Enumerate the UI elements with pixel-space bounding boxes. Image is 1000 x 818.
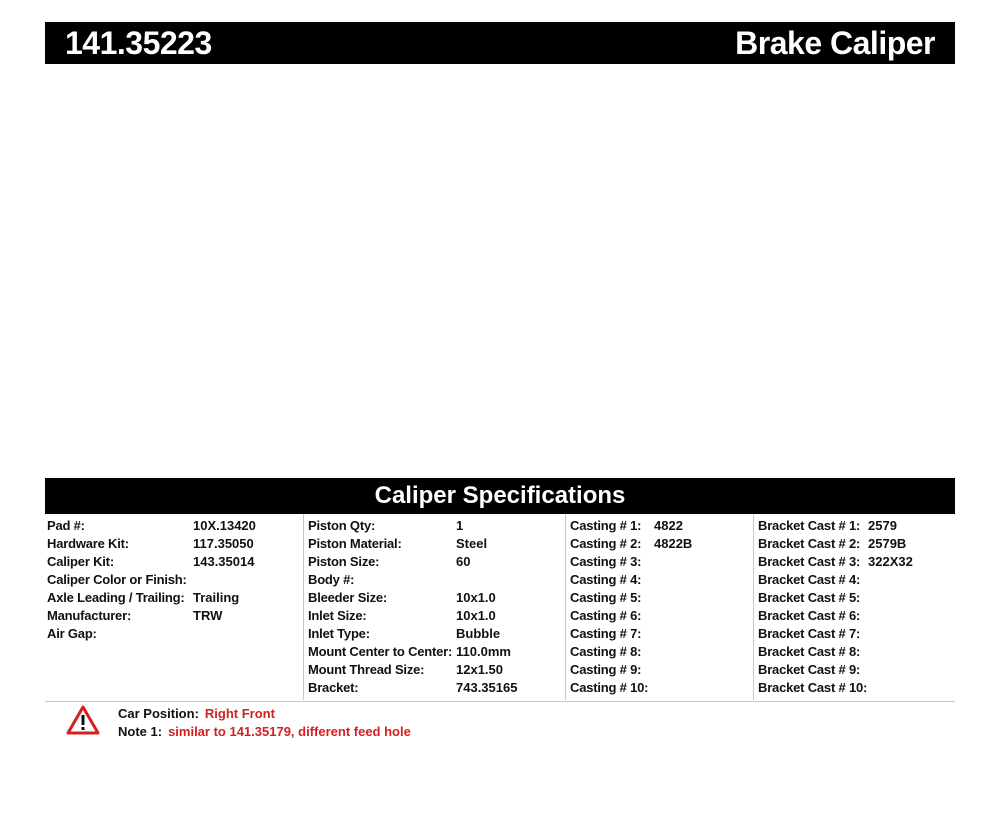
spec-row [566, 679, 753, 697]
spec-row [754, 607, 955, 625]
spec-label: Piston Size: [308, 554, 380, 569]
spec-label: Casting # 5: [570, 590, 642, 605]
spec-label: Bracket Cast # 7: [758, 626, 861, 641]
spec-value: 2579B [868, 536, 907, 551]
spec-label: Bracket Cast # 4: [758, 572, 861, 587]
spec-row [304, 679, 565, 697]
spec-value: 110.0mm [456, 644, 511, 659]
spec-label: Manufacturer: [47, 608, 132, 623]
spec-label: Bracket Cast # 8: [758, 644, 861, 659]
spec-label: Casting # 3: [570, 554, 642, 569]
spec-value: 10X.13420 [193, 518, 256, 533]
spec-label: Bracket Cast # 9: [758, 662, 861, 677]
spec-label: Bracket: [308, 680, 359, 695]
spec-row [304, 535, 565, 553]
specs-column-casting [565, 514, 753, 700]
spec-value: 1 [456, 518, 464, 533]
warning-triangle-icon [66, 705, 100, 735]
spec-value: 12x1.50 [456, 662, 503, 677]
spec-value: Steel [456, 536, 488, 551]
spec-label: Air Gap: [47, 626, 97, 641]
part-number: 141.35223 [65, 24, 212, 61]
spec-label: Body #: [308, 572, 355, 587]
spec-row [45, 571, 303, 589]
spec-value: Trailing [193, 590, 240, 605]
specs-grid [45, 514, 955, 700]
spec-row [304, 571, 565, 589]
spec-row [45, 535, 303, 553]
spec-row [566, 625, 753, 643]
spec-row [566, 517, 753, 535]
spec-label: Casting # 2: [570, 536, 642, 551]
spec-row [754, 625, 955, 643]
note-1-line [118, 723, 411, 741]
spec-value: 322X32 [868, 554, 913, 569]
title-bar [45, 22, 955, 64]
spec-row [566, 535, 753, 553]
spec-label: Casting # 10: [570, 680, 649, 695]
spec-row [45, 517, 303, 535]
specs-column-general [45, 514, 303, 700]
spec-value: 2579 [868, 518, 897, 533]
spec-row [566, 607, 753, 625]
spec-label: Axle Leading / Trailing: [47, 590, 185, 605]
spec-row [754, 553, 955, 571]
spec-label: Bracket Cast # 6: [758, 608, 861, 623]
car-position-label: Car Position: [118, 706, 199, 721]
car-position-line [118, 705, 275, 723]
spec-row [304, 553, 565, 571]
spec-row [754, 661, 955, 679]
spec-value: 4822B [654, 536, 693, 551]
spec-value: 117.35050 [193, 536, 254, 551]
spec-label: Bracket Cast # 2: [758, 536, 861, 551]
specs-title: Caliper Specifications [374, 482, 626, 509]
spec-label: Caliper Color or Finish: [47, 572, 187, 587]
spec-row [754, 571, 955, 589]
spec-label: Bracket Cast # 5: [758, 590, 861, 605]
spec-value: 10x1.0 [456, 608, 496, 623]
spec-row [566, 589, 753, 607]
note-1-value: similar to 141.35179, different feed hole [168, 724, 411, 739]
spec-row [566, 643, 753, 661]
spec-label: Bracket Cast # 10: [758, 680, 868, 695]
spec-label: Inlet Size: [308, 608, 367, 623]
spec-label: Mount Center to Center: [308, 644, 453, 659]
car-position-value: Right Front [204, 706, 275, 721]
spec-row [45, 553, 303, 571]
spec-row [754, 517, 955, 535]
spec-label: Hardware Kit: [47, 536, 129, 551]
spec-row [754, 589, 955, 607]
spec-value: TRW [193, 608, 223, 623]
spec-value: 10x1.0 [456, 590, 496, 605]
notes-divider [45, 701, 955, 702]
spec-label: Casting # 1: [570, 518, 642, 533]
product-type: Brake Caliper [735, 24, 935, 61]
spec-row [304, 661, 565, 679]
spec-label: Casting # 8: [570, 644, 642, 659]
spec-row [45, 607, 303, 625]
spec-label: Casting # 6: [570, 608, 642, 623]
spec-value: 143.35014 [193, 554, 255, 569]
spec-row [304, 625, 565, 643]
spec-label: Bracket Cast # 3: [758, 554, 861, 569]
spec-value: 60 [456, 554, 471, 569]
spec-value: 743.35165 [456, 680, 518, 695]
spec-row [304, 589, 565, 607]
specs-column-piston [303, 514, 565, 700]
notes-section [66, 705, 946, 745]
spec-label: Piston Qty: [308, 518, 376, 533]
spec-label: Casting # 9: [570, 662, 642, 677]
spec-label: Bleeder Size: [308, 590, 388, 605]
specs-title-bar [45, 478, 955, 514]
spec-label: Pad #: [47, 518, 85, 533]
spec-row [45, 589, 303, 607]
spec-row [754, 535, 955, 553]
spec-row [45, 625, 303, 643]
spec-label: Piston Material: [308, 536, 402, 551]
spec-row [304, 643, 565, 661]
spec-row [754, 643, 955, 661]
spec-label: Casting # 7: [570, 626, 642, 641]
specs-column-bracket-cast [753, 514, 955, 700]
spec-label: Bracket Cast # 1: [758, 518, 861, 533]
spec-value: Bubble [456, 626, 501, 641]
spec-label: Casting # 4: [570, 572, 642, 587]
spec-label: Caliper Kit: [47, 554, 114, 569]
spec-row [566, 553, 753, 571]
spec-row [304, 517, 565, 535]
spec-value: 4822 [654, 518, 683, 533]
spec-label: Inlet Type: [308, 626, 370, 641]
spec-row [566, 661, 753, 679]
spec-row [304, 607, 565, 625]
note-1-label: Note 1: [118, 724, 163, 739]
spec-label: Mount Thread Size: [308, 662, 425, 677]
spec-row [566, 571, 753, 589]
spec-row [754, 679, 955, 697]
